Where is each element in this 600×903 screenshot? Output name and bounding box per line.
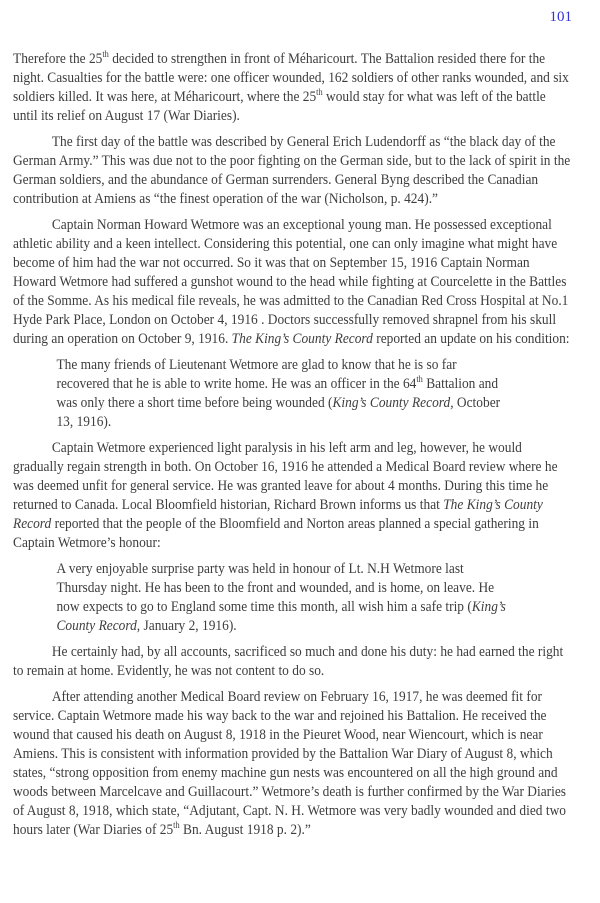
paragraph: Captain Norman Howard Wetmore was an exceptional young man. He possessed exceptional athletic ability and a keen intellect. Considering this potential, one can only imagine what might have become of him had the war not occurred. So it was that on September 15, 1916 Captain Norman Howard Wetmore had suffered a gunshot wound to the head while fighting at Courcelette in the Battles of the Somme. As his medical file reveals, he was admitted to the Canadian Red Cross Hospital at No.1 Hyde Park Place, London on October 4, 1916 . Doctors successfully removed shrapnel from his skull during an operation on October 9, 1916. The King’s County Record reported an update on his condition:	[13, 217, 570, 347]
block-quote: A very enjoyable surprise party was held in honour of Lt. N.H Wetmore last Thursday night. He has been to the front and wounded, and is home, on leave. He now expects to go to England some time this month, all wish him a safe trip (King’s County Record, January 2, 1916).	[56, 561, 506, 634]
page-number: 101	[549, 9, 572, 25]
paragraph: After attending another Medical Board review on February 16, 1917, he was deemed fit for service. Captain Wetmore made his way back to the war and rejoined his Battalion. He received the wound that caused his death on August 8, 1918 in the Pieuret Wood, near Wiencourt, which is near Amiens. This is consistent with information provided by the Battalion War Diary of August 8, which states, “strong opposition from enemy machine gun nests was encountered on all the high ground and woods between Marcelcave and Guillacourt.” Wetmore’s death is further confirmed by the War Diaries of August 8, 1918, which state, “Adjutant, Capt. N. H. Wetmore was very badly wounded and died two hours later (War Diaries of 25th Bn. August 1918 p. 2).”	[13, 689, 567, 838]
paragraph: He certainly had, by all accounts, sacrificed so much and done his duty: he had earned the right to remain at home. Evidently, he was not content to do so.	[13, 644, 564, 679]
paragraph: Captain Wetmore experienced light paralysis in his left arm and leg, however, he would gradually regain strength in both. On October 16, 1916 he attended a Medical Board review where he was deemed unfit for general service. He was granted leave for about 4 months. During this time he returned to Canada. Local Bloomfield historian, Richard Brown informs us that The King’s County Record reported that the people of the Bloomfield and Norton areas planned a special gathering in Captain Wetmore’s honour:	[13, 440, 558, 551]
paragraph: The first day of the battle was described by General Erich Ludendorff as “the black day of the German Army.” This was due not to the poor fighting on the German side, but to the lack of spirit in the German soldiers, and the abundance of German surrenders. General Byng described the Canadian contribution at Amiens as “the finest operation of the war (Nicholson, p. 424).”	[13, 134, 571, 207]
block-quote: The many friends of Lieutenant Wetmore are glad to know that he is so far recovered that he is able to write home. He was an officer in the 64th Battalion and was only there a short time before being wounded (King’s County Record, October 13, 1916).	[56, 357, 501, 430]
paragraph: Therefore the 25th decided to strengthen in front of Méharicourt. The Battalion resided there for the night. Casualties for the battle were: one officer wounded, 162 soldiers of other ranks wounded, and six soldiers killed. It was here, at Méharicourt, where the 25th would stay for what was left of the battle until its relief on August 17 (War Diaries).	[13, 49, 569, 124]
document-body	[13, 50, 572, 847]
